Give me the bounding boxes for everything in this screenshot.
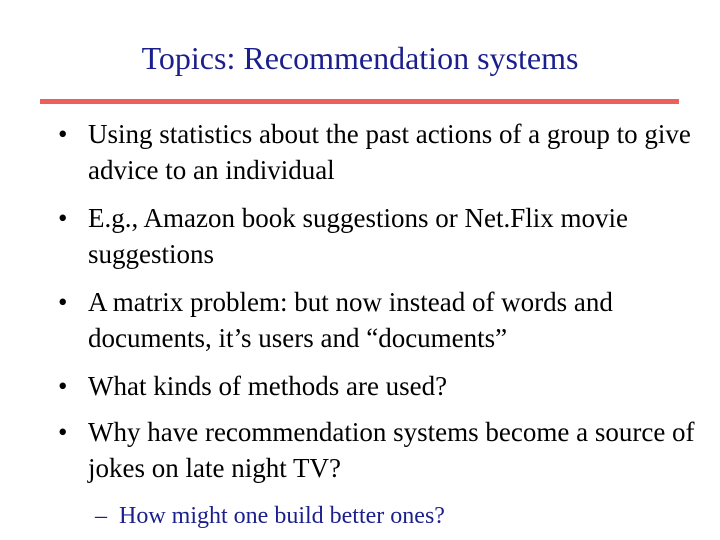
bullet-text: What kinds of methods are used? bbox=[88, 371, 448, 401]
slide-title: Topics: Recommendation systems bbox=[141, 40, 579, 76]
sub-bullet-marker: – bbox=[95, 503, 107, 529]
sub-bullet-item bbox=[95, 500, 695, 532]
sub-bullet-text: How might one build better ones? bbox=[119, 503, 445, 529]
bullet-marker: • bbox=[58, 417, 68, 447]
bullet-item bbox=[58, 200, 698, 272]
bullet-marker: • bbox=[58, 119, 68, 149]
bullet-item bbox=[58, 368, 698, 404]
bullet-text: A matrix problem: but now instead of words and documents, it’s users and “documents” bbox=[88, 287, 613, 353]
bullet-marker: • bbox=[58, 371, 68, 401]
bullet-marker: • bbox=[58, 203, 68, 233]
bullet-text: Using statistics about the past actions of a group to give advice to an individual bbox=[88, 119, 691, 185]
bullet-item bbox=[58, 414, 698, 486]
bullet-text: Why have recommendation systems become a source of jokes on late night TV? bbox=[88, 417, 695, 483]
bullet-item bbox=[58, 284, 698, 356]
bullet-text: E.g., Amazon book suggestions or Net.Flix movie suggestions bbox=[88, 203, 628, 269]
title-divider bbox=[40, 99, 679, 104]
bullet-marker: • bbox=[58, 287, 68, 317]
bullet-item bbox=[58, 116, 698, 188]
